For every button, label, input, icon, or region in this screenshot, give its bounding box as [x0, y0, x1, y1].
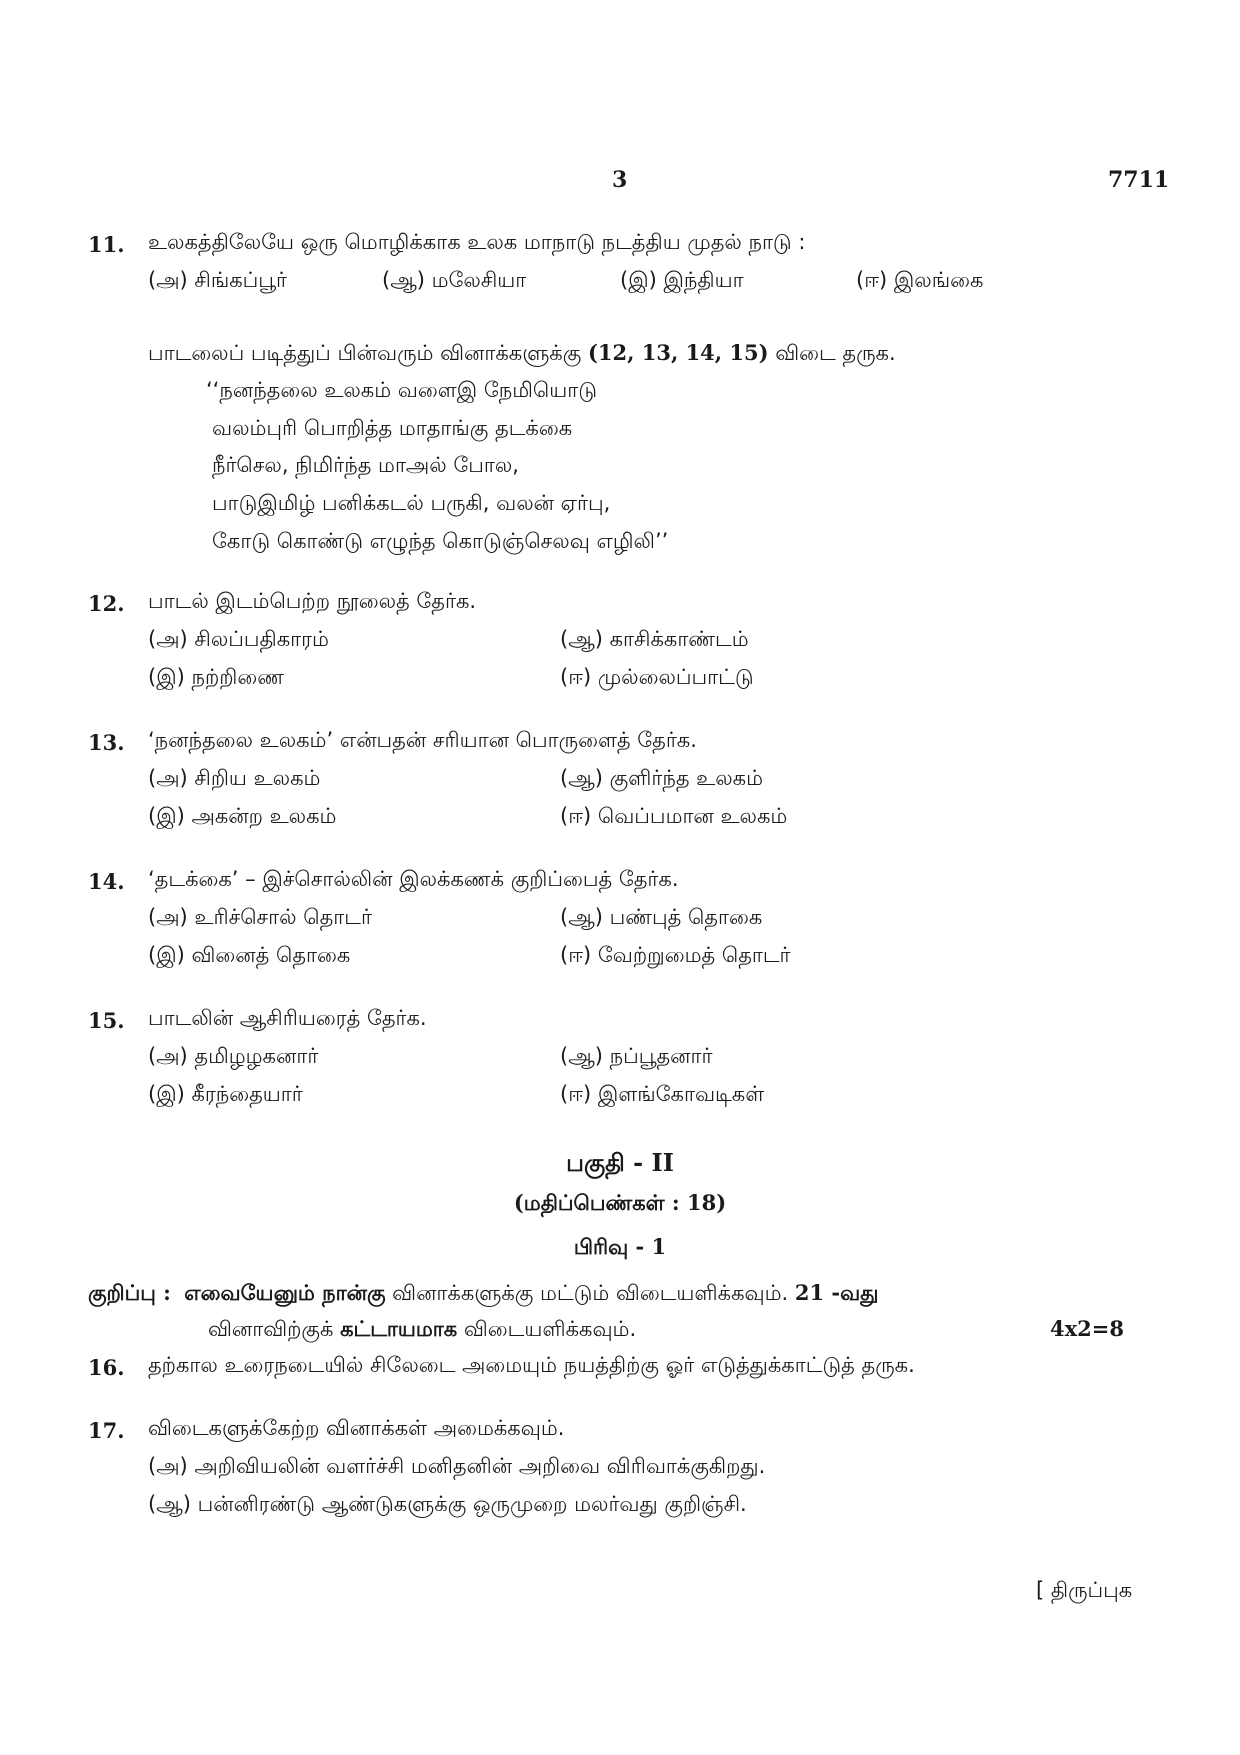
option-i: (இ) நற்றிணை: [148, 665, 284, 689]
section-title: பகுதி - II: [566, 1148, 674, 1177]
option-ee: (ஈ) இளங்கோவடிகள்: [560, 1082, 765, 1106]
option-aa: (ஆ) குளிர்ந்த உலகம்: [560, 766, 763, 790]
poem-line: வலம்புரி பொறித்த மாதாங்கு தடக்கை: [212, 416, 573, 440]
section-marks: (மதிப்பெண்கள் : 18): [513, 1190, 727, 1215]
question-number: 13.: [88, 730, 125, 755]
note-marks: 4x2=8: [1050, 1316, 1124, 1341]
option-a: (அ) சிலப்பதிகாரம்: [148, 627, 329, 651]
option-a: (அ) தமிழழகனார்: [148, 1044, 319, 1068]
turn-over: [ திருப்புக: [1036, 1578, 1133, 1602]
paper-code: 7711: [1108, 167, 1170, 193]
question-number: 17.: [88, 1418, 125, 1443]
question-number: 12.: [88, 591, 125, 616]
question-number: 11.: [88, 232, 125, 257]
page-number: 3: [612, 167, 628, 193]
option-a: (அ) அறிவியலின் வளர்ச்சி மனிதனின் அறிவை விரிவாக்குகிறது.: [148, 1454, 766, 1478]
option-ee: (ஈ) முல்லைப்பாட்டு: [560, 665, 754, 689]
question-text: ‘தடக்கை’ – இச்சொல்லின் இலக்கணக் குறிப்பைத் தேர்க.: [148, 867, 679, 891]
question-text: பாடல் இடம்பெற்ற நூலைத் தேர்க.: [148, 589, 477, 613]
option-ee: (ஈ) வேற்றுமைத் தொடர்: [560, 943, 791, 967]
option-a: (அ) சிங்கப்பூர்: [148, 268, 288, 292]
question-text: ‘நனந்தலை உலகம்’ என்பதன் சரியான பொருளைத் தேர்க.: [148, 728, 697, 752]
option-ee: (ஈ) இலங்கை: [856, 268, 984, 292]
subsection-title: பிரிவு - 1: [573, 1234, 667, 1259]
option-ee: (ஈ) வெப்பமான உலகம்: [560, 804, 788, 828]
question-text: விடைகளுக்கேற்ற வினாக்கள் அமைக்கவும்.: [148, 1416, 565, 1440]
poem-line: பாடுஇமிழ் பனிக்கடல் பருகி, வலன் ஏர்பு,: [212, 491, 611, 515]
option-i: (இ) இந்தியா: [620, 268, 744, 292]
option-i: (இ) வினைத் தொகை: [148, 943, 351, 967]
passage-intro: பாடலைப் படித்துப் பின்வரும் வினாக்களுக்கு (12, 13, 14, 15) விடை தருக.: [148, 340, 896, 365]
option-aa: (ஆ) மலேசியா: [382, 268, 527, 292]
option-a: (அ) சிறிய உலகம்: [148, 766, 321, 790]
question-number: 16.: [88, 1355, 125, 1380]
question-text: உலகத்திலேயே ஒரு மொழிக்காக உலக மாநாடு நடத்திய முதல் நாடு :: [148, 230, 806, 254]
option-i: (இ) அகன்ற உலகம்: [148, 804, 337, 828]
question-number: 14.: [88, 869, 125, 894]
option-aa: (ஆ) காசிக்காண்டம்: [560, 627, 749, 651]
poem-line: ‘‘நனந்தலை உலகம் வளைஇ நேமியொடு: [206, 378, 597, 402]
note-line-2: வினாவிற்குக் கட்டாயமாக விடையளிக்கவும்.: [208, 1316, 637, 1341]
option-aa: (ஆ) பன்னிரண்டு ஆண்டுகளுக்கு ஒருமுறை மலர்வது குறிஞ்சி.: [148, 1492, 747, 1516]
question-text: பாடலின் ஆசிரியரைத் தேர்க.: [148, 1006, 427, 1030]
poem-line: நீர்செல, நிமிர்ந்த மாஅல் போல,: [212, 453, 519, 477]
question-text: தற்கால உரைநடையில் சிலேடை அமையும் நயத்திற்கு ஓர் எடுத்துக்காட்டுத் தருக.: [148, 1353, 915, 1377]
option-aa: (ஆ) பண்புத் தொகை: [560, 905, 763, 929]
option-i: (இ) கீரந்தையார்: [148, 1082, 303, 1106]
note-line-1: குறிப்பு : எவையேனும் நான்கு வினாக்களுக்கு மட்டும் விடையளிக்கவும். 21 -வது: [88, 1280, 879, 1305]
question-number: 15.: [88, 1008, 125, 1033]
option-a: (அ) உரிச்சொல் தொடர்: [148, 905, 372, 929]
option-aa: (ஆ) நப்பூதனார்: [560, 1044, 713, 1068]
poem-line: கோடு கொண்டு எழுந்த கொடுஞ்செலவு எழிலி’’: [212, 529, 669, 553]
